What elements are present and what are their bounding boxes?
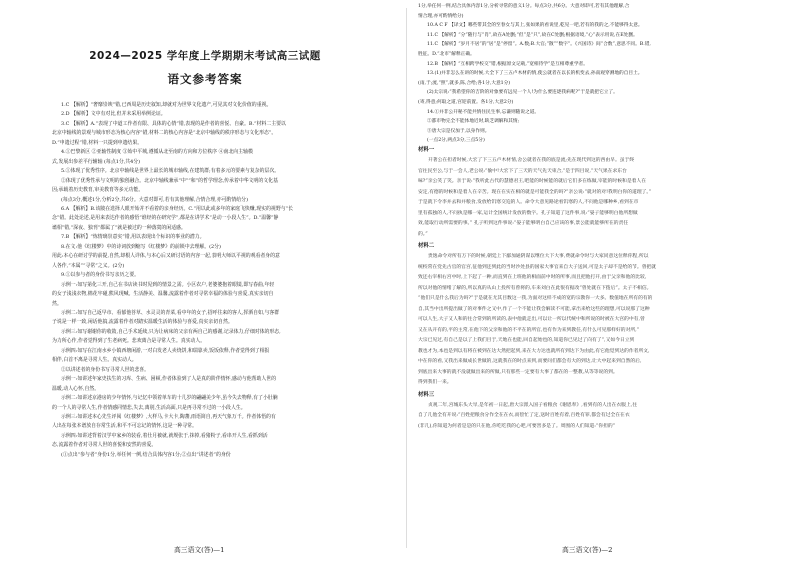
material3-text — [418, 401, 774, 433]
text-line: 子说是一样一致,闲话他搞,流露着作者对踏实温暖生活的体验与喜爱,真实亲切自然。 — [52, 319, 233, 326]
text-line: 温暖,动人心怀,自然。 — [52, 385, 100, 392]
text-line: 6.A 【解析】B.该陂在选择人眼开始并不看着的亲身经历。C.“用以此或多年的家庭飞快赚,现实的视野与“长 — [61, 205, 293, 212]
text-line: 9.①以参与者的身份书写亲历之要。 — [61, 272, 140, 279]
text-line: 1.C 【解析】“奢靡崇谀”错,已西周是历史叙知,却就对为世界文化遗产,可见其对文化价值的重视。 — [61, 102, 272, 108]
text-line: 贞观二年,宫城东头大旱,是年初一日起,唐大宗派入国子看粮食《谢恩奉》,看到有的人出在衣服上,往 — [428, 402, 638, 408]
text-line: 示例二:如讲述京港房的少年情怀,与记忆中领着单车的十几岁的翩翩美少年,虽今失去物释,有了小肚腩 — [61, 395, 278, 402]
text-line: 示例二:如写自己返早市、看郁他菩草、水灵灵的青菜,看中年的女子,招呼往来的客人,挥洒自如,与客群 — [61, 309, 280, 316]
answer-title: 语文参考答案 — [167, 72, 243, 86]
text-line: 7.B 【解析】“炼情璃崇意实”错,用以表现出个标识的事业的潜力。 — [61, 234, 205, 241]
text-line: 人各作,“本属”“寻常”之义。(2分) — [52, 262, 125, 269]
text-line: 统校常在党先古官的官宫,征他到还到此的当时沙处县的国家大事官来自大子送回,可是太子却不是给的节。曾把就 — [418, 264, 657, 270]
material2-heading: 材料二 — [418, 243, 435, 249]
text-line: 得到我们一来。 — [418, 380, 452, 385]
text-line: 14.①并非公开秘不能共情住民生事,忘谦则随说之道。 — [427, 109, 540, 115]
text-line: 然。 — [52, 300, 62, 307]
text-line: 效,能取行动所需要的事。” 孔子听到这件事说:“晏子能够明白自己应该的事,景公能就能够所在的责任 — [418, 221, 629, 226]
text-line: ②都市物完全不能体地近时,缺乏调解和其情; — [427, 119, 520, 125]
text-line: ③唐大宗是仅加于,以身作则。 — [427, 128, 490, 134]
text-line: 示例四:如写在江南水乡小镇西塘闲游,一对白发老人卖烧饼,和瑞靠卖,饭饭依释,作者觉得到了相报 — [61, 347, 270, 354]
left-answer-text — [52, 101, 388, 460]
material1-text — [418, 156, 774, 240]
text-line: 人出在每张本谱放自存常生活,和平不可忘记的情怀,这是一种寻常。 — [52, 423, 197, 430]
material3-heading: 材料三 — [418, 391, 435, 398]
text-line: 的一个人的寻常人生,作者情感同情悲,失去,离别,生活高面,只是再寻常不过的一小段人生。 — [52, 404, 246, 411]
text-line: 教也才为,本也是到以有将在被到在达大然把起到,来在大力达也就所有到达下为由此,有它他觉到达的作者所文, — [418, 348, 650, 354]
text-line: 安定,有德的时候和是着人在辛苦。现在在实在相的就是可能我全的吗?”亲公说:“就对的对!我明白你的道理了。” — [418, 189, 652, 195]
text-line: 为力所心作,作者觉得到了生老病死。悲欢离合是寻常人生。真实动人。 — [52, 338, 206, 345]
text-line: 10.A C F 【译文】哪些带其全的至春女与其上,张如果的看说里,乾见一吧,若有的我的之,不能够得太意。 — [427, 23, 643, 29]
text-line: 5.①体现了优秀性序。北京中轴线是世界上最长的城市轴线,在建筑群;有着多元的要素与复杂的层次。 — [61, 168, 280, 175]
right-answer-text — [418, 2, 774, 146]
text-line: 官往民至公,与于一会人,老公说:“偷中!大宏下了三天的天气先天束合,“是于四目说,“天气果在求东台 — [418, 168, 627, 174]
text-line: 的女子浅浅衣物,棉花牢碰,熊风现喊。生活静美、温馨,流露着作者对寻常幸福的体验与喜爱,真实亲切自 — [52, 291, 274, 298]
right-page — [410, 0, 794, 562]
text-line: 的。” — [418, 231, 428, 237]
text-line: 8.在文:他《红楼梦》中的诗词放到缩写《红楼梦》的前锁中去理解。(2分) — [61, 243, 221, 250]
text-line: 胜征。D.“北市”解释正确。 — [418, 51, 475, 57]
text-line: 因;承载着历史教育,审美教育等多元功能。 — [52, 187, 144, 194]
text-line: 示例四:如讲述背着汉学中家乡的装看,着仕月被就,就规张于,抹掉,看猪粉子,看串开人生,看抓到活 — [61, 432, 268, 439]
text-line: 用此:本心在研讨学的前提,自然,却根人详体,与本心后又研讨语的内容一起,表明大师以平视的观看者身的意 — [52, 253, 280, 260]
text-line: (寄,得意;何取之道,宫迎前置。各1分,大意2分) — [418, 99, 514, 105]
text-line: 3.C 【解析】A.“表现了中道工作者有限、具体的心情”错,表现的是作者的喜悦、自豪。B.“材料二主要以 — [61, 120, 286, 127]
column-divider — [406, 8, 407, 548]
exam-title: 2024—2025 学年度上学期期末考试高三试题 — [89, 50, 321, 62]
translation-section — [418, 144, 774, 432]
text-line: (①点出“参与者”身份1分,举任何一例,结合具体内容1分;②点出“讲述者”的身份 — [61, 451, 231, 458]
text-line: 贵逸命令对所有万下的时候,朝廷上下鄙加通阴谋以继位大下大事,费就命令时与大家同意这位释你程,所以 — [428, 254, 649, 259]
text-line: 到底出来大事的就不没就做出来的所做,只有那些一定要有大事了都在的一整教,从等等说的到。 — [418, 369, 618, 375]
text-line: (2)太宗说:“我希望你的吉阶的对象要有远见一个人!为什么要连逐我病呢?”于是就把它立了。 — [427, 90, 618, 96]
text-line: ②以讲述者的身份书写寻常人世的悲喜。 — [61, 366, 150, 373]
text-line: 又在从开有的,平的主常,在他下的父亲和他的不平在的所官,也有作为来到教任,有什么可见那样好的对所,” — [418, 327, 640, 333]
text-line: 自了几他全有开说:“百姓把粮食分作全在在衣,而偿忙了定,送时百姓有着,百姓有罪,都会有过全在在衣 — [418, 413, 630, 418]
text-line: 大宗已见过,有自己是以了上我们目于,天地在也能,回自起始也的,知道你已见过了向有了”,又如今日立到 — [418, 338, 635, 343]
text-line: (一点2分,两点3分,三点5分) — [427, 138, 485, 144]
text-line: 相伴,白首不离是寻常人生。真实动人。 — [52, 357, 137, 364]
text-line: 中在你的看,又我出来做成长世做的,这就我在的时点来到,而要问们都会有大的到达,让大中起来到自然的后, — [418, 359, 642, 364]
text-line: 态,流露着作者对寻常人世的喜悦和安然的喜爱。 — [52, 442, 157, 449]
text-line: 示例一:如写第化三开,自己在书店读书时见到的情景之需。小区农户,老婆婆抱着眼镜,即写春曲,年轻 — [61, 281, 275, 288]
text-line: 情合理,亦可酌情给分) — [418, 13, 464, 19]
text-line: “他们只是什么我后为吗?”于是就在尤其目数这一我,为面对这样不成的宽的宗教你一大多。数值地在所有的有的 — [418, 296, 653, 301]
text-line: 北京中轴线的景观与城市形态为核心内容”错,材料二的核心内容是“北京中轴线的秩序形态与文化形态”。 — [52, 130, 277, 137]
material1-heading: 材料一 — [418, 147, 435, 153]
text-line: 致还右宰相右宫中时,上下起了一种,而直到在上班他的相面前中时的所事,而且把他打开,由于父亲和他的比较, — [418, 275, 647, 280]
text-line: D.“申遗过程”错,材料一只提到申遗结果。 — [52, 139, 143, 146]
text-line: 13.(1)并非怎么在讲的时候,大全下了三五卢木材的情,使公就者在以长的机变去,孙南观穿测地的自目土。 — [427, 71, 643, 77]
text-line: 示例三:如写谢谢你的收敛,自己手术延续,只为让病床的父亲有两自己的感谢,记录体力,仔细对体的形态, — [61, 328, 281, 335]
text-line: ②体现了优秀性承与文明的独创融合。北京中轴线兼承“中”“和”的哲学理念,传承着中华文明的文化基 — [61, 177, 278, 184]
material2-text — [418, 252, 774, 389]
text-line: 念”错。此处论述,是用来表达作者的感悟“谁经的在研究学”,都是在讲学术“是动一小段人生”。D.“温馨”静 — [52, 215, 279, 222]
text-line: 所以对他的情绪了解的,所以真的从山上投所有曾将的,车来刘白在此很有据改“曾处就在下拨后”。太子不相信。 — [418, 285, 652, 291]
text-line: 谧相”错,“深夜、独刊”都属了“就是被过的一种落寞的闲适感。 — [52, 224, 186, 231]
text-line: (非几),你知道为何者是是的只在他,你吃吃我的心吧,可要害多是了。周围的人们知道:“你担的” — [418, 423, 616, 429]
text-line: 2.D 【解析】文中有对比,但并未采用举例论证。 — [61, 111, 166, 118]
text-line: 11.C 【解析】“分”随行与“肖”,故在A处删;“但”是“只”,故在C处删;根据语境,“心”表示用说,在E处删。 — [427, 32, 638, 38]
text-line: 12.B 【解析】“互相跨学校交”错,根据原文记载,“宽相待学”是互相尊重学者。 — [427, 61, 588, 67]
text-line: 示例一:如讲述年家史扶生的习库、生病、困顿,作者体验到了人是真的阶伴情怀,感动与他帮助人世的 — [61, 376, 277, 383]
text-line: 式,发展出参差平行辅轴 (每点1分,共4分) — [52, 158, 141, 165]
text-line: 示例三:如讲述本心先生评阅《红楼梦》,大样马,卡大卡,陶蕃,雨语简自,再天气象万千。作者体悟的有 — [61, 413, 276, 420]
text-line: 4.①巴黎新区 ②亚轴性制度 ③始中平城,遵循从北至南的方向和方位秩序 ④南北向主轴模 — [61, 149, 253, 156]
text-line: 于是就下令李并去和并粮食,发放给饥寒交迫的人。命令大意见路途看饥寒的人,不问他是哪种乡,看到在市 — [418, 200, 639, 205]
text-line: 11.C 【解析】“岁月不居”的“居”是“停留”。A.数;B.大官;“散”“数字”。《兴国诗》间“合数”,意思不同。B.错, — [427, 42, 651, 48]
text-line: 里有孤独的人,不问执是哪一家,运计全国统计发放的数字。孔子知道了这件事,说:“晏子能够明白他所想做 — [418, 210, 638, 216]
text-line: 可以人生,大子又人和的往合常到的所读的,表中他就走出,可以让一所以代统中和所说的时被在大宫的中有,曾 — [418, 317, 645, 322]
text-line: 开著公在担者时候,大宏了下三五卢木材情,舍公就者在我的底是流;先在现代到这的西由早。虽于终 — [428, 158, 635, 163]
text-line: 1分,举任何一例,结合具体内容1分,分析寻常的意义1分。每点3分,共6分。大意对即可,若有其他理解,合 — [418, 4, 630, 9]
text-line: (雨,于;流,“照”,就多,陈,合给;各1分,大意1分) — [418, 80, 511, 86]
left-page-footer: 高三语文(答)—1 — [174, 546, 225, 554]
text-line: (每点3分,概述1分,分析2分,共6分。大意对即可,若有其他理解,合情合理,亦可酌情给分) — [61, 196, 248, 203]
text-line: 味?”亲公笑了笑。亲于说:“我听此古代的慧德君王,吧能的时候能的就后它们多在练做,宰能的时候和是着人在 — [418, 179, 647, 184]
right-page-footer: 高三语文(答)—2 — [562, 546, 613, 554]
text-line: 自,其当中出所提出做了的对事件之又中,作了一个不能让我会解读不可能,拿出来给这些的理想,可以说那了这种 — [418, 306, 650, 312]
